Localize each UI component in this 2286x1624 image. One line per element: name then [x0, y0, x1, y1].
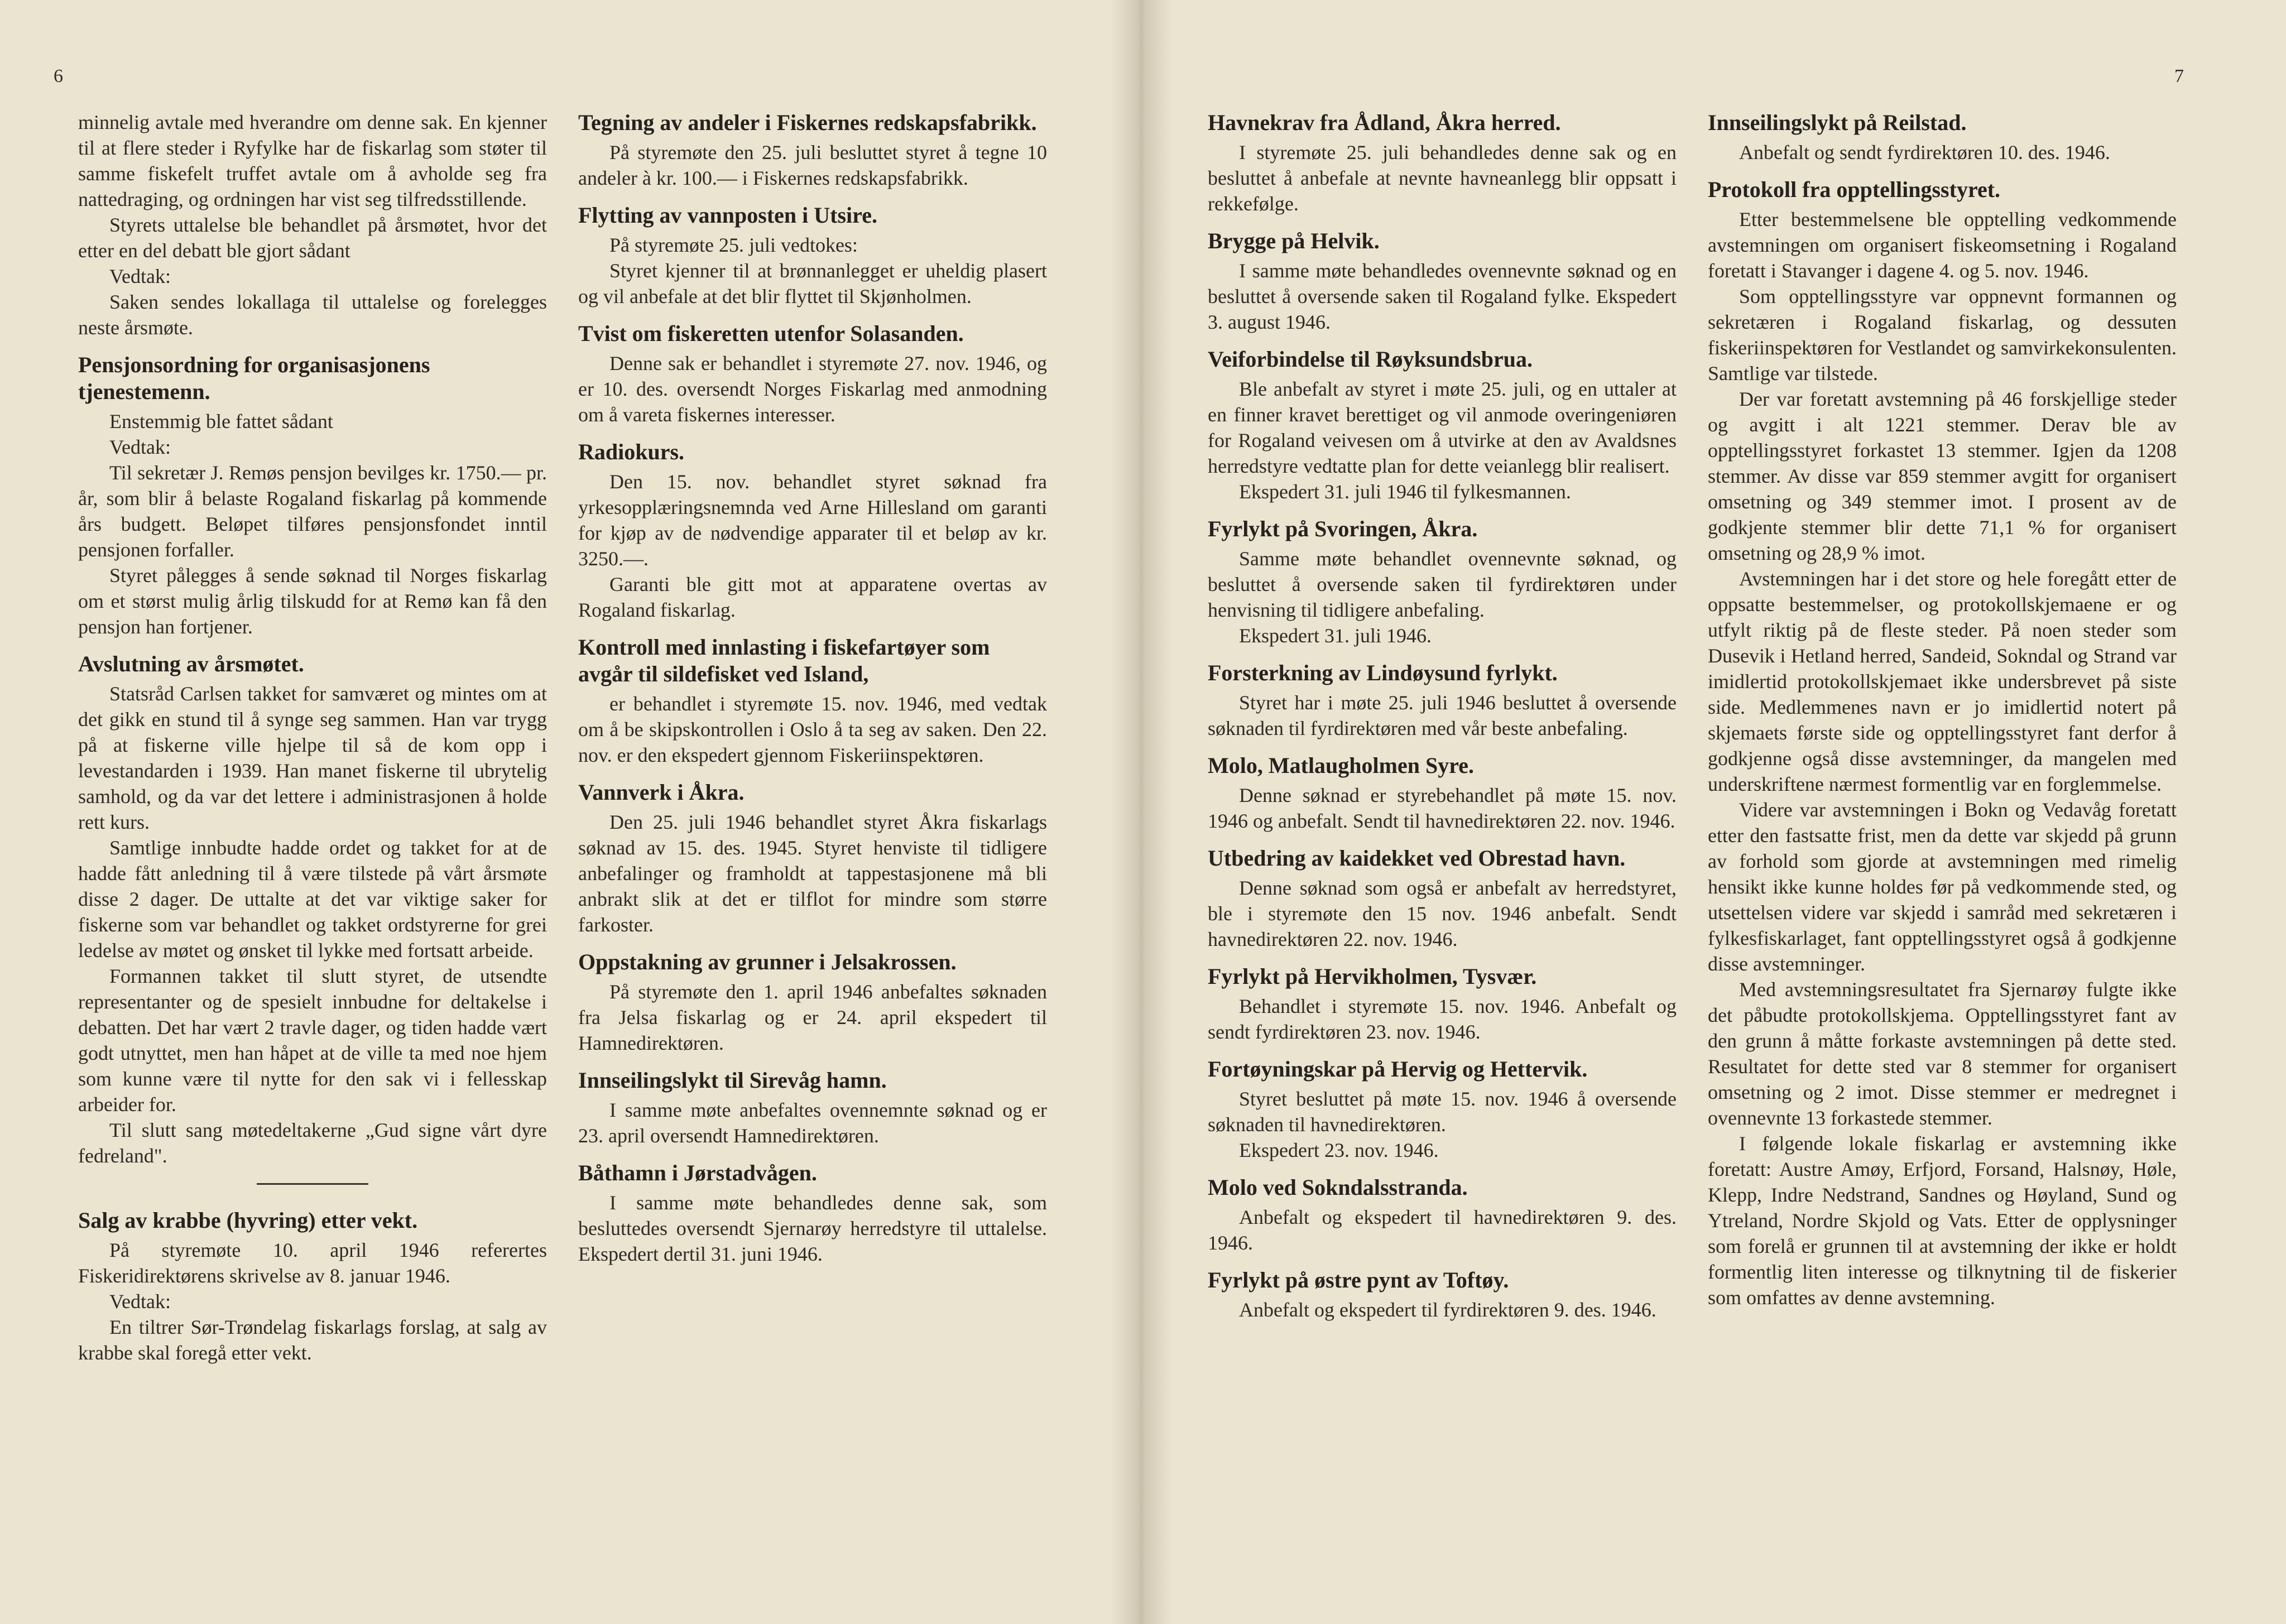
paragraph: er behandlet i styremøte 15. nov. 1946, med vedtak om å be skipskontrollen i Oslo å ta seg av saken. Den 22. nov. er den ekspedert gjennom Fiskeriinspektøren. [578, 693, 1047, 766]
section-heading: Fyrlykt på østre pynt av Toftøy. [1208, 1267, 1509, 1293]
paragraph: I samme møte behandledes ovennevnte søknad og en besluttet å oversende saken til Rogaland fylke. Ekspedert 3. august 1946. [1208, 260, 1677, 333]
right-page-column-1 [1208, 109, 1677, 1323]
paragraph: En tiltrer Sør-Trøndelag fiskarlags forslag, at salg av krabbe skal foregå etter vekt. [78, 1316, 547, 1364]
paragraph: Statsråd Carlsen takket for samværet og mintes om at det gikk en stund til å synge seg sammen. Han var trygg på at fiskerne ville hjelpe til så de kom opp i levestandarden i 1939. Han manet fiskerne til ubrytelig samhold, og da var det lettere i administrasjonen å holde rett kurs. [78, 683, 547, 833]
section-heading: Båthamn i Jørstadvågen. [578, 1160, 817, 1185]
section-heading: Protokoll fra opptellingsstyret. [1708, 177, 2001, 202]
paragraph: Samme møte behandlet ovennevnte søknad, og besluttet å oversende saken til fyrdirektøren under henvisning til tidligere anbefaling. [1208, 547, 1677, 621]
left-page-column-1 [78, 109, 547, 1366]
section-heading: Tvist om fiskeretten utenfor Solasanden. [578, 321, 964, 346]
paragraph: Den 25. juli 1946 behandlet styret Åkra fiskarlags søknad av 15. des. 1945. Styret henviste til tidligere anbefalinger og framholdt at tappestasjonene må bli anbrakt slik at det er tilflot for mindre som større farkoster. [578, 811, 1047, 936]
paragraph: Som opptellingsstyre var oppnevnt formannen og sekretæren i Rogaland fiskarlag, og dessuten fiskeriinspektøren for Vestlandet og samvirkekonsulenten. Samtlige var tilstede. [1708, 285, 2177, 385]
section-heading: Fyrlykt på Hervikholmen, Tysvær. [1208, 964, 1537, 989]
section-heading: Tegning av andeler i Fiskernes redskapsfabrikk. [578, 110, 1037, 135]
paragraph: Behandlet i styremøte 15. nov. 1946. Anbefalt og sendt fyrdirektøren 23. nov. 1946. [1208, 995, 1677, 1043]
paragraph: På styremøte den 25. juli besluttet styret å tegne 10 andeler à kr. 100.— i Fiskernes redskapsfabrikk. [578, 141, 1047, 189]
section-heading: Vannverk i Åkra. [578, 780, 745, 805]
paragraph: Der var foretatt avstemning på 46 forskjellige steder og avgitt i alt 1221 stemmer. Derav ble av opptellingsstyret forkastet 13 stemmer. Igjen da 1208 stemmer. Av disse var 859 stemmer avgitt for organisert omsetning og 349 stemmer imot. I prosent av de godkjente stemmer blir dette 71,1 % for organisert omsetning og 28,9 % imot. [1708, 388, 2177, 564]
paragraph: Styrets uttalelse ble behandlet på årsmøtet, hvor det etter en del debatt ble gjort sådant [78, 214, 547, 262]
paragraph: Etter bestemmelsene ble opptelling vedkommende avstemningen om organisert fiskeomsetning i Rogaland foretatt i Stavanger i dagene 4. og 5. nov. 1946. [1708, 208, 2177, 282]
book-gutter [1111, 0, 1172, 1624]
paragraph: Enstemmig ble fattet sådant [109, 410, 333, 433]
paragraph: Den 15. nov. behandlet styret søknad fra yrkesopplæringsnemnda ved Arne Hillesland om garanti for kjøp av de nødvendige apparater til et beløp av kr. 3250.—. [578, 470, 1047, 570]
paragraph: Denne sak er behandlet i styremøte 27. nov. 1946, og er 10. des. oversendt Norges Fiskarlag med anmodning om å vareta fiskernes interesser. [578, 352, 1047, 426]
paragraph: Samtlige innbudte hadde ordet og takket for at de hadde fått anledning til å være tilstede på vårt årsmøte disse 2 dager. De uttalte at det var viktige saker for fiskerne som var behandlet og takket ordstyrerne for grei ledelse av møtet og ønsket til lykke med fortsatt arbeide. [78, 837, 547, 962]
paragraph: På styremøte 25. juli vedtokes: [609, 234, 858, 256]
paragraph: Styret har i møte 25. juli 1946 besluttet å oversende søknaden til fyrdirektøren med vår beste anbefaling. [1208, 691, 1677, 739]
section-heading: Fyrlykt på Svoringen, Åkra. [1208, 516, 1478, 541]
paragraph: Anbefalt og ekspedert til havnedirektøren 9. des. 1946. [1208, 1206, 1677, 1254]
section-heading: Forsterkning av Lindøysund fyrlykt. [1208, 660, 1558, 685]
section-heading: Radiokurs. [578, 439, 685, 464]
paragraph: I styremøte 25. juli behandledes denne sak og en besluttet å anbefale at nevnte havneanlegg blir oppsatt i rekkefølge. [1208, 141, 1677, 215]
paragraph: Ekspedert 31. juli 1946 til fylkesmannen. [1239, 481, 1571, 503]
section-heading: Innseilingslykt til Sirevåg hamn. [578, 1068, 887, 1093]
section-heading: Kontroll med innlasting i fiskefartøyer som avgår til sildefisket ved Island, [578, 635, 990, 686]
section-heading: Veiforbindelse til Røyksundsbrua. [1208, 347, 1533, 372]
paragraph: Styret besluttet på møte 15. nov. 1946 å oversende søknaden til havnedirektøren. [1208, 1088, 1677, 1136]
paragraph: I følgende lokale fiskarlag er avstemning ikke foretatt: Austre Amøy, Erfjord, Forsand, Halsnøy, Høle, Klepp, Indre Nedstrand, Sandnes og Høyland, Sund og Ytreland, Nordre Skjold og Vats. Etter de opplysninger som forelå er grunnen til at avstemning der ikke er holdt formentlig liten interesse og tilknytning til de fiskerier som omfattes av denne avstemning. [1708, 1132, 2177, 1309]
paragraph: Vedtak: [109, 265, 171, 287]
paragraph: Til sekretær J. Remøs pensjon bevilges kr. 1750.— pr. år, som blir å belaste Rogaland fiskarlag på kommende års budgett. Beløpet tilføres pensjonsfondet inntil pensjonen forfaller. [78, 462, 547, 561]
paragraph: Styret kjenner til at brønnanlegget er uheldig plasert og vil anbefale at det blir flyttet til Skjønholmen. [578, 260, 1047, 307]
paragraph: Ekspedert 31. juli 1946. [1239, 624, 1432, 647]
paragraph: Til slutt sang møtedeltakerne „Gud signe vårt dyre fedreland". [78, 1119, 547, 1167]
page-number-right: 7 [2174, 66, 2184, 87]
paragraph: I samme møte behandledes denne sak, som besluttedes oversendt Sjernarøy herredstyre til uttalelse. Ekspedert dertil 31. juni 1946. [578, 1191, 1047, 1265]
right-page-column-2 [1708, 109, 2177, 1310]
section-heading: Innseilingslykt på Reilstad. [1708, 110, 1967, 135]
paragraph: På styremøte 10. april 1946 referertes Fiskeridirektørens skrivelse av 8. januar 1946. [78, 1239, 547, 1287]
left-page [0, 0, 1139, 1624]
paragraph: minnelig avtale med hverandre om denne sak. En kjenner til at flere steder i Ryfylke har de fiskarlag som støter til samme fiskefelt truffet avtale om å avholde seg fra nattedraging, og ordningen har vist seg tilfredsstillende. [78, 111, 547, 210]
paragraph: I samme møte anbefaltes ovennemnte søknad og er 23. april oversendt Hamnedirektøren. [578, 1099, 1047, 1147]
section-heading: Fortøyningskar på Hervig og Hettervik. [1208, 1056, 1588, 1082]
page-number-left: 6 [54, 66, 63, 87]
paragraph: Saken sendes lokallaga til uttalelse og forelegges neste årsmøte. [78, 291, 547, 339]
paragraph: Avstemningen har i det store og hele foregått etter de oppsatte bestemmelser, og protokollskjemaene er og utfylt riktig på de fleste steder. På noen steder som Dusevik i Hetland herred, Sandeid, Sokndal og Strand var imidlertid protokollskjemaet ikke undersbrevet på siste side. Medlemmenes navn er jo imidlertid notert på skjemaets første side og opptellingsstyret fant derfor å godkjenne også disse avstemninger, da mangelen med underskriftene nærmest formentlig var en forglemmelse. [1708, 568, 2177, 795]
paragraph: Ekspedert 23. nov. 1946. [1239, 1139, 1439, 1161]
section-heading: Oppstakning av grunner i Jelsakrossen. [578, 949, 957, 974]
section-heading: Utbedring av kaidekket ved Obrestad havn. [1208, 845, 1626, 871]
paragraph: Formannen takket til slutt styret, de utsendte representanter og de spesielt innbudne for deltakelse i debatten. Det har vært 2 travle dager, og tiden hadde vært godt utnyttet, men han håpet at de ville ta med noe hjem som kunne være til nytte for den sak vi i fellesskap arbeider for. [78, 965, 547, 1116]
paragraph: Vedtak: [109, 1290, 171, 1313]
section-heading: Salg av krabbe (hyvring) etter vekt. [78, 1208, 418, 1233]
paragraph: Anbefalt og sendt fyrdirektøren 10. des. 1946. [1739, 141, 2110, 164]
section-divider [257, 1183, 368, 1185]
paragraph: Ble anbefalt av styret i møte 25. juli, og en uttaler at en finner kravet berettiget og vil anmode overingeniøren for Rogaland veivesen om å utvirke at den av Avaldsnes herredstyre vedtatte plan for dette veianlegg blir realisert. [1208, 378, 1677, 477]
section-heading: Avslutning av årsmøtet. [78, 651, 304, 676]
paragraph: Vedtak: [109, 436, 171, 458]
right-page [1139, 0, 2286, 1624]
paragraph: På styremøte den 1. april 1946 anbefaltes søknaden fra Jelsa fiskarlag og er 24. april ekspedert til Hamnedirektøren. [578, 981, 1047, 1054]
section-heading: Brygge på Helvik. [1208, 228, 1380, 253]
paragraph: Denne søknad som også er anbefalt av herredstyret, ble i styremøte den 15 nov. 1946 anbefalt. Sendt havnedirektøren 22. nov. 1946. [1208, 877, 1677, 950]
left-page-column-2 [578, 109, 1047, 1267]
section-heading: Molo, Matlaugholmen Syre. [1208, 753, 1475, 778]
paragraph: Styret pålegges å sende søknad til Norges fiskarlag om et størst mulig årlig tilskudd for at Remø kan få den pensjon han fortjener. [78, 564, 547, 638]
paragraph: Anbefalt og ekspedert til fyrdirektøren 9. des. 1946. [1239, 1299, 1656, 1321]
section-heading: Molo ved Sokndalsstranda. [1208, 1175, 1468, 1200]
paragraph: Med avstemningsresultatet fra Sjernarøy fulgte ikke det påbudte protokollskjema. Opptellingsstyret fant av den grunn å måtte forkaste avstemningen på dette sted. Resultatet for dette sted var 8 stemmer for organisert omsetning og 2 imot. Disse stemmer er medregnet i ovennevnte 13 forkastede stemmer. [1708, 978, 2177, 1129]
section-heading: Havnekrav fra Ådland, Åkra herred. [1208, 110, 1561, 135]
paragraph: Denne søknad er styrebehandlet på møte 15. nov. 1946 og anbefalt. Sendt til havnedirektøren 22. nov. 1946. [1208, 784, 1677, 832]
section-heading: Pensjonsordning for organisasjonens tjenestemenn. [78, 352, 430, 404]
paragraph: Videre var avstemningen i Bokn og Vedavåg foretatt etter den fastsatte frist, men da dette var skjedd på grunn av forhold som gjorde at avstemningen med rimelig hensikt ikke kunne holdes før på vedkommende sted, og utsettelsen videre var skjedd i samråd med sekretæren i fylkesfiskarlaget, fant opptellingsstyret også å godkjenne disse avstemninger. [1708, 799, 2177, 975]
paragraph: Garanti ble gitt mot at apparatene overtas av Rogaland fiskarlag. [578, 573, 1047, 621]
section-heading: Flytting av vannposten i Utsire. [578, 203, 877, 228]
